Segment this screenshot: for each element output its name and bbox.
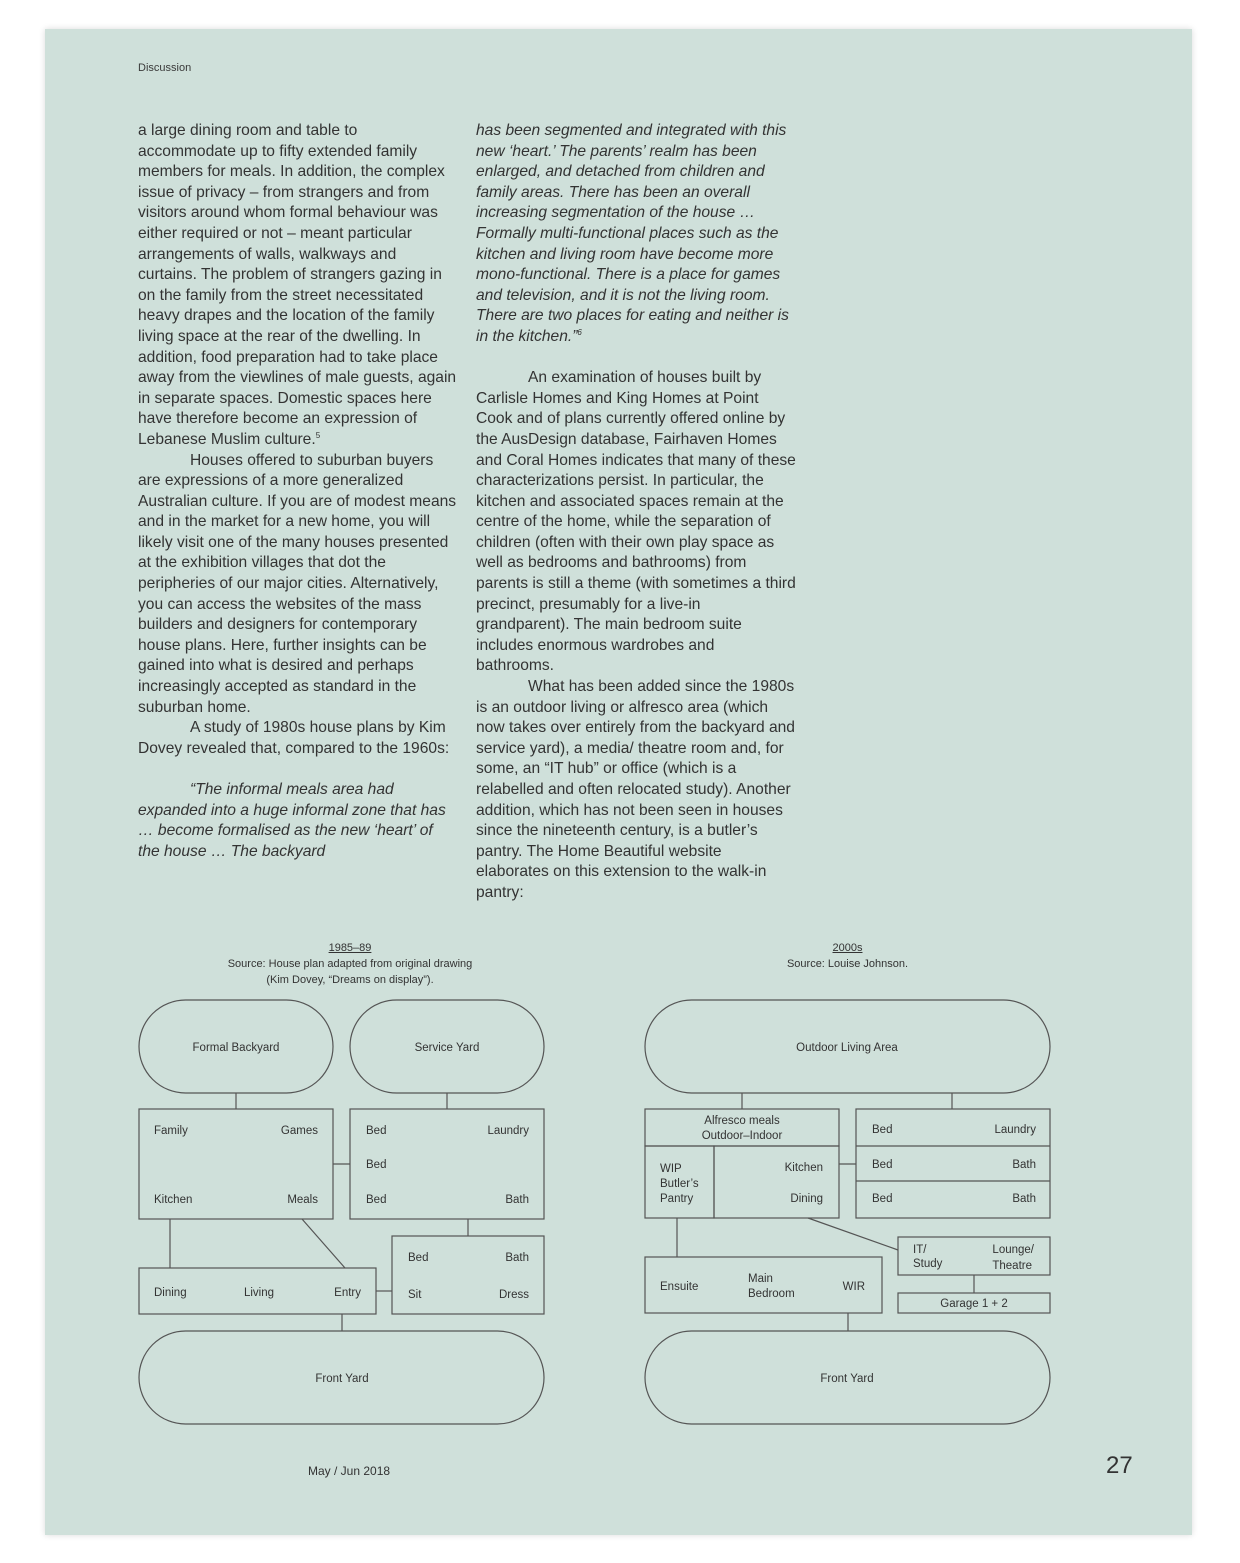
label-bed: Bed <box>872 1124 893 1136</box>
label-kitchen: Kitchen <box>154 1194 193 1206</box>
label-bed: Bed <box>872 1159 893 1171</box>
label-bedroom: Bedroom <box>748 1288 795 1300</box>
label-bath: Bath <box>505 1194 529 1206</box>
label-bed: Bed <box>872 1193 893 1205</box>
label-theatre: Theatre <box>992 1260 1032 1272</box>
label-games: Games <box>280 1125 318 1137</box>
label-pantry: Pantry <box>660 1193 694 1205</box>
plan-1980s-title: 1985–89 <box>328 942 372 954</box>
label-alfresco: Alfresco meals <box>704 1115 780 1127</box>
label-dining: Dining <box>790 1193 823 1205</box>
label-bed: Bed <box>408 1252 429 1264</box>
label-wip: WIP <box>660 1163 682 1175</box>
label-lounge: Lounge/ <box>992 1244 1034 1256</box>
block-quote-continued: has been segmented and integrated with this new ‘heart.’ The parents’ realm has been enlarged, and detached from children and family areas. There has been an overall increasing segmentation of the house … Formally multi-functional places such as the kitchen and living room have become more mono-functional. There is a place for games and television, and it is not the living room. There are two places for eating and neither is in the kitchen.”$^6$ <box>476 122 789 345</box>
label-bath: Bath <box>505 1252 529 1264</box>
label-outdoor-living: Outdoor Living Area <box>796 1042 898 1054</box>
label-it: IT/ <box>913 1244 927 1256</box>
body-paragraph: A study of 1980s house plans by Kim Dovey revealed that, compared to the 1960s: <box>138 719 450 757</box>
plan-2000s-source: Source: Louise Johnson. <box>786 958 909 970</box>
label-laundry: Laundry <box>994 1124 1036 1136</box>
label-kitchen: Kitchen <box>784 1162 823 1174</box>
body-paragraph: a large dining room and table to accommodate up to fifty extended family members for meals. In addition, the complex issue of privacy – from strangers and from visitors around whom formal behaviour was either required or not – meant particular arrangements of walls, walkways and curtains. The problem of strangers gazing in on the family from the street necessitated heavy drapes and the location of the family living space at the rear of the dwelling. In addition, food preparation had to take place away from the viewlines of male guests, again in separate spaces. Domestic spaces here have therefore become an expression of Lebanese Muslim culture.$^5$ <box>138 122 457 448</box>
label-bath: Bath <box>1012 1159 1036 1171</box>
label-entry: Entry <box>334 1287 361 1299</box>
label-dining: Dining <box>154 1287 187 1299</box>
footnote-ref: 6 <box>577 327 582 337</box>
label-butlers: Butler’s <box>660 1178 699 1190</box>
label-study: Study <box>913 1258 943 1270</box>
footnote-ref: 5 <box>315 430 321 440</box>
plan-1980s-source-cont: (Kim Dovey, “Dreams on display”). <box>266 974 434 986</box>
issue-date: May / Jun 2018 <box>308 1464 391 1478</box>
label-front-yard: Front Yard <box>820 1373 874 1385</box>
block-quote: “The informal meals area had expanded into a huge informal zone that has … become formalised as the new ‘heart’ of the house … The backyard <box>138 781 446 860</box>
plan-1980s-source: Source: House plan adapted from original drawing <box>227 958 473 970</box>
label-ensuite: Ensuite <box>660 1281 699 1293</box>
body-paragraph: What has been added since the 1980s is an outdoor living or alfresco area (which now takes over entirely from the backyard and service yard), a media/ theatre room and, for some, an “IT hub” or office (which is a relabelled and often relocated study). Another addition, which has not been seen in houses since the nineteenth century, is a butler’s pantry. The Home Beautiful website elaborates on this extension to the walk-in pantry: <box>476 678 795 901</box>
label-family: Family <box>154 1125 188 1137</box>
label-dress: Dress <box>498 1289 529 1301</box>
body-paragraph: An examination of houses built by Carlisle Homes and King Homes at Point Cook and of plans currently offered online by the AusDesign database, Fairhaven Homes and Coral Homes indicates that many of these characterizations persist. In particular, the kitchen and associated spaces remain at the centre of the home, while the separation of children (often with their own play space as well as bedrooms and bathrooms) from parents is still a theme (with sometimes a third precinct, presumably for a live-in grandparent). The main bedroom suite includes enormous wardrobes and bathrooms. <box>476 369 796 675</box>
label-meals: Meals <box>287 1194 318 1206</box>
body-paragraph: Houses offered to suburban buyers are expressions of a more generalized Australian culture. If you are of modest means and in the market for a new home, you will likely visit one of the many houses presented at the exhibition villages that dot the peripheries of our major cities. Alternatively, you can access the websites of the mass builders and designers for contemporary house plans. Here, further insights can be gained into what is desired and perhaps increasingly accepted as standard in the suburban home. <box>138 451 457 716</box>
label-wir: WIR <box>842 1281 865 1293</box>
label-sit: Sit <box>408 1289 422 1301</box>
label-main: Main <box>748 1273 773 1285</box>
label-formal-backyard: Formal Backyard <box>192 1042 280 1054</box>
label-garage: Garage 1 + 2 <box>940 1298 1008 1310</box>
label-alfresco-sub: Outdoor–Indoor <box>701 1130 783 1142</box>
label-bed: Bed <box>366 1159 387 1171</box>
kitchen-dining-box <box>714 1146 839 1218</box>
label-front-yard: Front Yard <box>315 1373 369 1385</box>
label-bed: Bed <box>366 1125 387 1137</box>
section-header: Discussion <box>138 62 192 74</box>
page-number: 27 <box>1106 1452 1133 1479</box>
plan-2000s-title: 2000s <box>832 942 863 954</box>
label-laundry: Laundry <box>487 1125 529 1137</box>
label-living: Living <box>243 1287 275 1299</box>
label-bath: Bath <box>1012 1193 1036 1205</box>
parents-suite-box <box>392 1236 544 1314</box>
label-bed: Bed <box>366 1194 387 1206</box>
label-service-yard: Service Yard <box>414 1042 480 1054</box>
